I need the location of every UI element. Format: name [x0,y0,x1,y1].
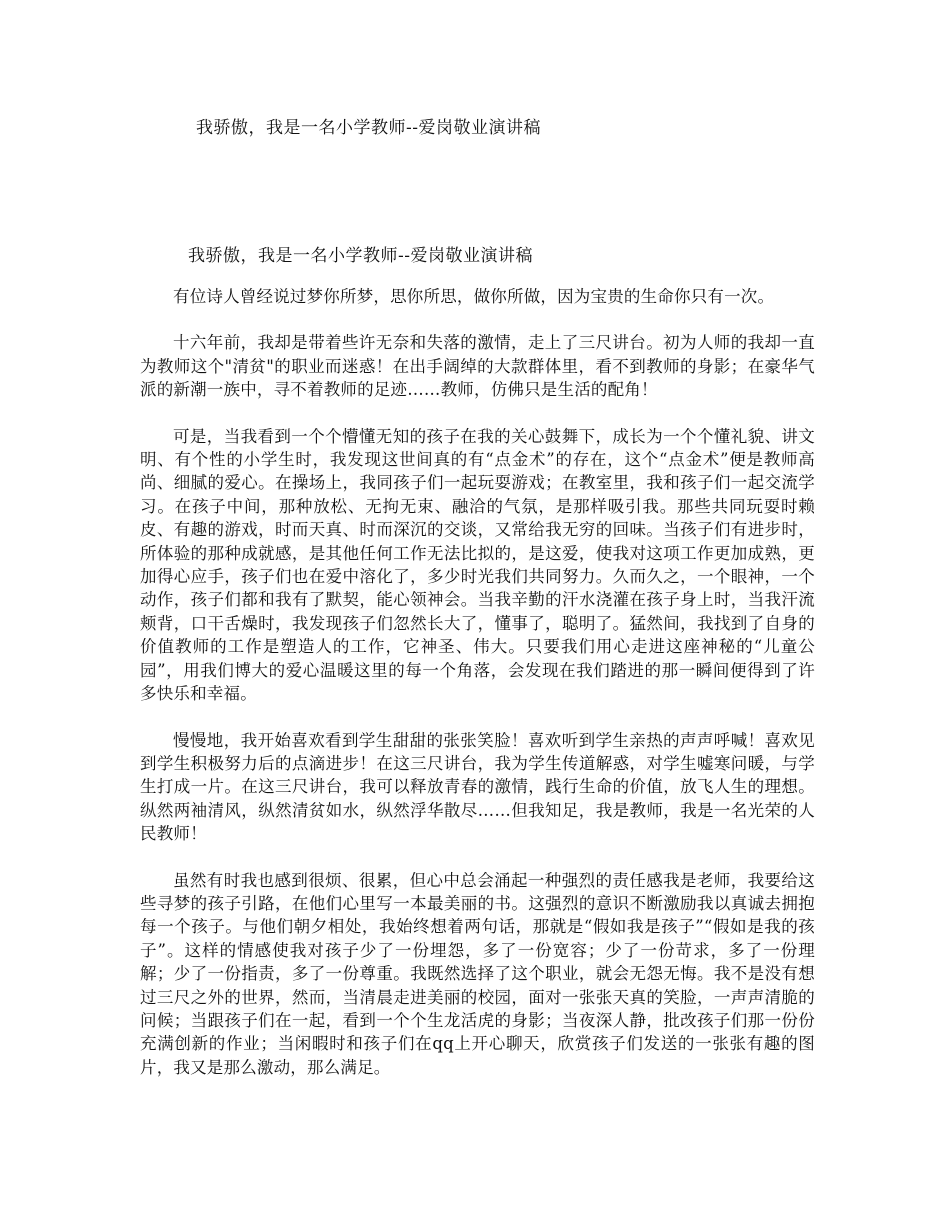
paragraph-2: 十六年前，我却是带着些许无奈和失落的激情，走上了三尺讲台。初为人师的我却一直为教师这个"清贫"的职业而迷惑！在出手阔绰的大款群体里，看不到教师的身影；在豪华气派的新潮一族中，寻不着教师的足迹……教师，仿佛只是生活的配角！ [140,333,815,400]
section-title: 我骄傲，我是一名小学教师--爱岗敬业演讲稿 [188,246,533,266]
paragraph-5: 虽然有时我也感到很烦、很累，但心中总会涌起一种强烈的责任感我是老师，我要给这些寻梦的孩子引路，在他们心里写一本最美丽的书。这强烈的意识不断激励我以真诚去拥抱每一个孩子。与他们朝夕相处，我始终想着两句话，那就是“假如我是孩子”“假如是我的孩子”。这样的情感使我对孩子少了一份埋怨，多了一份宽容；少了一份苛求，多了一份理解；少了一份指责，多了一份尊重。我既然选择了这个职业，就会无怨无悔。我不是没有想过三尺之外的世界，然而，当清晨走进美丽的校园，面对一张张天真的笑脸，一声声清脆的问候；当跟孩子们在一起，看到一个个生龙活虎的身影；当夜深人静，批改孩子们那一份份充满创新的作业；当闲暇时和孩子们在qq上开心聊天，欣赏孩子们发送的一张张有趣的图片，我又是那么激动，那么满足。 [140,870,815,1077]
paragraph-3: 可是，当我看到一个个懵懂无知的孩子在我的关心鼓舞下，成长为一个个懂礼貌、讲文明、有个性的小学生时，我发现这世间真的有“点金术”的存在，这个“点金术”便是教师高尚、细腻的爱心。在操场上，我同孩子们一起玩耍游戏；在教室里，我和孩子们一起交流学习。在孩子中间，那种放松、无拘无束、融洽的气氛，是那样吸引我。那些共同玩耍时赖皮、有趣的游戏，时而天真、时而深沉的交谈，又常给我无穷的回味。当孩子们有进步时，所体验的那种成就感，是其他任何工作无法比拟的，是这爱，使我对这项工作更加成熟，更加得心应手，孩子们也在爱中溶化了，多少时光我们共同努力。久而久之，一个眼神，一个动作，孩子们都和我有了默契，能心领神会。当我辛勤的汗水浇灌在孩子身上时，当我汗流颊背，口干舌燥时，我发现孩子们忽然长大了，懂事了，聪明了。猛然间，我找到了自身的价值教师的工作是塑造人的工作，它神圣、伟大。只要我们用心走进这座神秘的“儿童公园”，用我们博大的爱心温暖这里的每一个角落，会发现在我们踏进的那一瞬间便得到了许多快乐和幸福。 [140,426,815,704]
body-text [140,285,815,1102]
paragraph-1: 有位诗人曾经说过梦你所梦，思你所思，做你所做，因为宝贵的生命你只有一次。 [173,287,775,306]
page-title: 我骄傲，我是一名小学教师--爱岗敬业演讲稿 [196,118,541,138]
paragraph-4: 慢慢地，我开始喜欢看到学生甜甜的张张笑脸！喜欢听到学生亲热的声声呼喊！喜欢见到学生积极努力后的点滴进步！在这三尺讲台，我为学生传道解惑，对学生嘘寒问暖，与学生打成一片。在这三尺讲台，我可以释放青春的激情，践行生命的价值，放飞人生的理想。纵然两袖清风，纵然清贫如水，纵然浮华散尽……但我知足，我是教师，我是一名光荣的人民教师！ [140,730,815,844]
